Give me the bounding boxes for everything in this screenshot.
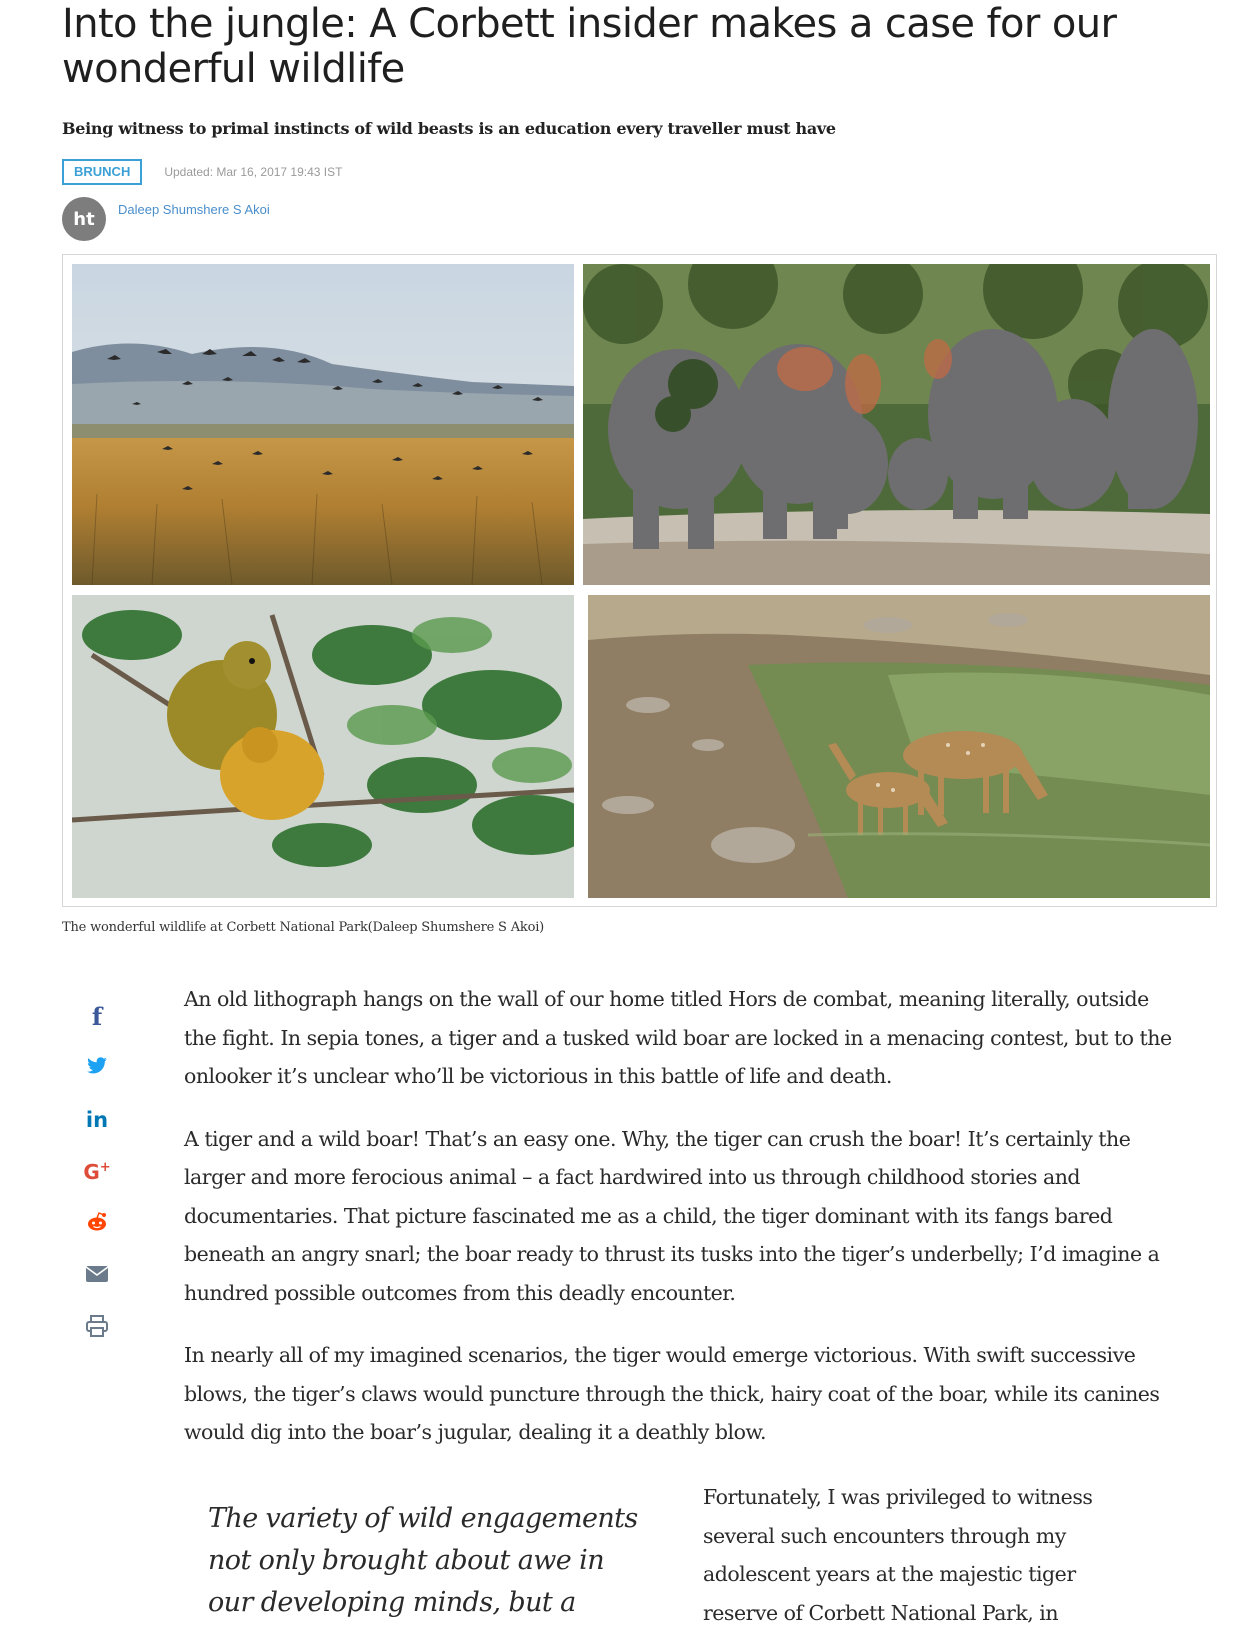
reddit-share-button[interactable] <box>80 1198 114 1250</box>
twitter-share-button[interactable] <box>80 1042 114 1094</box>
section-tag-link[interactable]: BRUNCH <box>62 159 142 185</box>
photo-panel-birds-feeding <box>72 595 574 898</box>
author-byline <box>62 197 270 241</box>
pull-quote: The variety of wild engagements not only brought about awe in our developing minds, but a <box>208 1503 638 1618</box>
email-icon <box>85 1265 109 1287</box>
email-share-button[interactable] <box>80 1250 114 1302</box>
twitter-icon <box>86 1057 108 1079</box>
reddit-icon <box>85 1211 109 1237</box>
article-paragraph: A tiger and a wild boar! That’s an easy one. Why, the tiger can crush the boar! It’s certainly the larger and more ferocious animal – a fact hardwired into us through childhood stories and documentaries. That picture fascinated me as a child, the tiger dominant with its fangs bared beneath an angry snarl; the boar ready to thrust its tusks into the tiger’s underbelly; I’d imagine a hundred possible outcomes from this deadly encounter. <box>184 1126 1160 1305</box>
article-body <box>184 980 1174 1476</box>
article-meta <box>62 159 342 185</box>
photo-panel-deer <box>588 595 1210 898</box>
article-paragraph: In nearly all of my imagined scenarios, the tiger would emerge victorious. With swift successive blows, the tiger’s claws would puncture through the thick, hairy coat of the boar, while its canines would dig into the boar’s jugular, dealing it a deathly blow. <box>184 1343 1160 1444</box>
linkedin-share-button[interactable] <box>80 1094 114 1146</box>
author-link[interactable]: Daleep Shumshere S Akoi <box>118 202 270 217</box>
facebook-share-button[interactable] <box>80 990 114 1042</box>
google-plus-icon: G+ <box>83 1160 111 1184</box>
article-paragraph-side: Fortunately, I was privileged to witness several such encounters through my adolescent years at the majestic tiger reserve of Corbett National Park, in <box>703 1485 1093 1625</box>
google-plus-share-button[interactable] <box>80 1146 114 1198</box>
photo-panel-elephants <box>583 264 1210 585</box>
lead-photo <box>62 254 1217 907</box>
article-subheadline: Being witness to primal instincts of wild beasts is an education every traveller must have <box>62 119 836 138</box>
share-bar <box>80 990 114 1354</box>
avatar: ht <box>62 197 106 241</box>
photo-panel-birds <box>72 264 574 585</box>
article-headline: Into the jungle: A Corbett insider makes a case for our wonderful wildlife <box>62 1 1117 92</box>
print-button[interactable] <box>80 1302 114 1354</box>
updated-timestamp: Updated: Mar 16, 2017 19:43 IST <box>164 165 343 179</box>
print-icon <box>85 1315 109 1341</box>
linkedin-icon: in <box>85 1108 109 1132</box>
photo-caption: The wonderful wildlife at Corbett National Park(Daleep Shumshere S Akoi) <box>62 920 545 935</box>
article-paragraph: An old lithograph hangs on the wall of our home titled Hors de combat, meaning literally, outside the fight. In sepia tones, a tiger and a tusked wild boar are locked in a menacing contest, but to the onlooker it’s unclear who’ll be victorious in this battle of life and death. <box>184 987 1172 1088</box>
facebook-icon: f <box>91 1001 103 1031</box>
